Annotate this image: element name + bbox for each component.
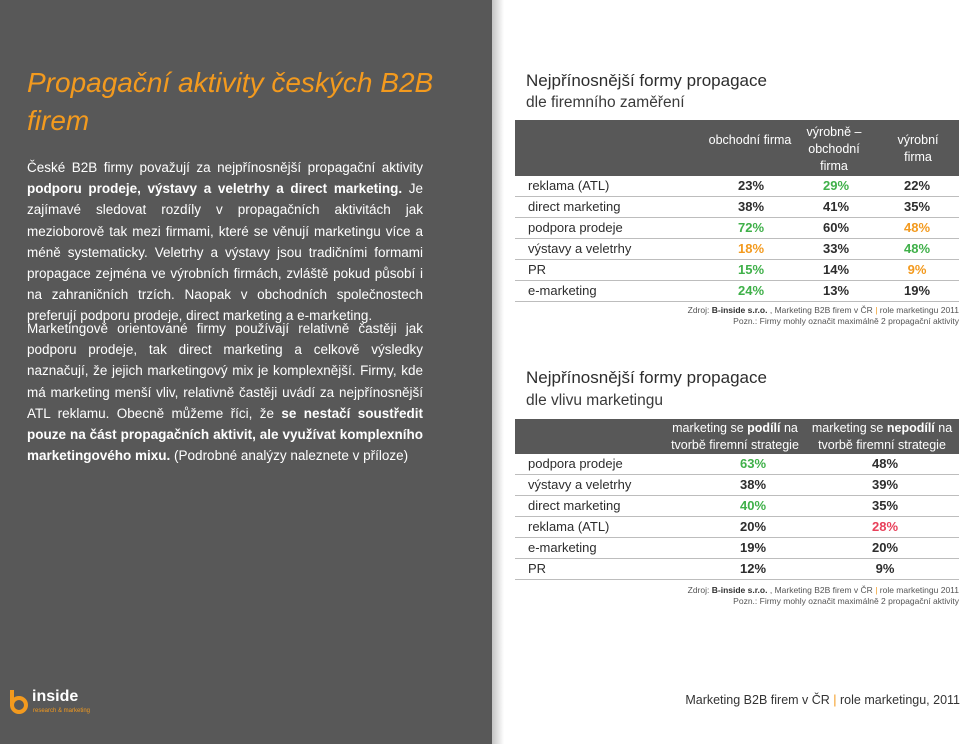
row-value: 24% — [737, 283, 765, 298]
table-row — [515, 218, 959, 239]
row-value: 14% — [822, 262, 850, 277]
second-paragraph — [27, 318, 423, 466]
row-value: 48% — [871, 456, 899, 471]
row-value: 28% — [871, 519, 899, 534]
row-value: 20% — [871, 540, 899, 555]
table1-title: Nejpřínosnější formy propagace — [526, 71, 767, 90]
row-value: 13% — [822, 283, 850, 298]
row-label: direct marketing — [528, 199, 621, 214]
table2-subtitle: dle vlivu marketingu — [526, 392, 663, 409]
note-prefix: Pozn. — [733, 316, 755, 326]
row-value: 23% — [737, 178, 765, 193]
table-row — [515, 176, 959, 197]
row-value: 41% — [822, 199, 850, 214]
table-row — [515, 517, 959, 538]
source-org: B-inside s.r.o. — [711, 585, 768, 595]
table-row — [515, 538, 959, 559]
table-row — [515, 496, 959, 517]
row-value: 22% — [903, 178, 931, 193]
header-vyrobne-obchodni-firma: výrobně – obchodní firma — [806, 125, 862, 173]
logo-name: inside — [32, 688, 79, 705]
source-prefix: Zdroj: — [687, 305, 712, 315]
row-value: 35% — [903, 199, 931, 214]
text-run-bold: podporu prodeje, výstavy a veletrhy a direct marketing. — [27, 181, 403, 197]
header-obchodni-firma: obchodní firma — [708, 133, 792, 147]
header-text: marketing se — [672, 421, 748, 435]
header-text: na — [934, 421, 953, 435]
table-row — [515, 454, 959, 475]
table-row — [515, 475, 959, 496]
row-value: 38% — [737, 199, 765, 214]
header-text-bold: nepodílí — [886, 421, 935, 435]
row-label: výstavy a veletrhy — [528, 241, 632, 256]
row-label: direct marketing — [528, 498, 621, 513]
source-end: role marketingu 2011 — [877, 585, 959, 595]
text-run: (Podrobné analýzy naleznete v příloze) — [170, 448, 409, 464]
intro-paragraph — [27, 157, 423, 327]
table2-header — [515, 419, 959, 454]
table1-subtitle: dle firemního zaměření — [526, 94, 685, 111]
header-vyrobni-firma: výrobní firma — [897, 133, 939, 164]
table-by-company-type — [515, 120, 959, 326]
row-value: 20% — [739, 519, 767, 534]
header-marketing-podili — [665, 420, 805, 454]
table2-title: Nejpřínosnější formy propagace — [526, 368, 767, 387]
row-label: PR — [528, 561, 547, 576]
table1-header — [515, 120, 959, 176]
source-end: role marketingu 2011 — [877, 305, 959, 315]
source-separator: | — [875, 585, 878, 595]
row-label: reklama (ATL) — [528, 178, 610, 193]
page-footer — [685, 693, 960, 707]
row-value: 40% — [739, 498, 767, 513]
table-row — [515, 197, 959, 218]
row-value: 38% — [739, 477, 767, 492]
text-run: Marketingově orientované firmy používají relativně častěji jak podporu prodeje, tak direct marketing a celkově výsledky naznačují, že jejich marketingový mix je komplexnější. Firmy, kde má marketing menší vliv, relativně častěji uvádí za nejpřínosnější ATL reklamu. Obecně můžeme říci, že — [27, 321, 423, 421]
source-mid: , Marketing B2B firem v ČR — [767, 305, 876, 315]
header-text: tvorbě firemní strategie — [671, 438, 799, 452]
row-value: 18% — [737, 241, 765, 256]
row-value: 72% — [737, 220, 765, 235]
table-row — [515, 559, 959, 580]
row-label: e-marketing — [528, 283, 597, 298]
table-row — [515, 281, 959, 302]
row-value: 48% — [903, 220, 931, 235]
table-by-marketing-influence — [515, 419, 959, 606]
source-mid: , Marketing B2B firem v ČR — [767, 585, 876, 595]
table2-body — [515, 454, 959, 580]
table2-source — [515, 585, 959, 607]
note-prefix: Pozn. — [733, 596, 755, 606]
footer-separator: | — [833, 693, 837, 707]
header-text-bold: podílí — [747, 421, 781, 435]
row-label: e-marketing — [528, 540, 597, 555]
source-prefix: Zdroj: — [687, 585, 712, 595]
row-value: 19% — [903, 283, 931, 298]
row-value: 29% — [822, 178, 850, 193]
row-value: 39% — [871, 477, 899, 492]
row-label: podpora prodeje — [528, 456, 623, 471]
header-text: tvorbě firemní strategie — [818, 438, 946, 452]
row-value: 19% — [739, 540, 767, 555]
panel-shadow — [492, 0, 504, 744]
header-marketing-nepodili — [811, 420, 953, 454]
text-run-bold: se nestačí soustředit pouze na část propagačních aktivit, ale využívat komplexního marketingového mixu. — [27, 405, 423, 464]
row-value: 15% — [737, 262, 765, 277]
note-text: : Firmy mohly označit maximálně 2 propagační aktivity — [754, 596, 959, 606]
header-text: na — [780, 421, 798, 435]
table-row — [515, 260, 959, 281]
logo-mark-icon — [9, 690, 29, 714]
row-value: 60% — [822, 220, 850, 235]
text-run: České B2B firmy považují za nejpřínosnější propagační aktivity — [27, 160, 423, 175]
row-label: PR — [528, 262, 547, 277]
table1-source — [515, 305, 959, 327]
row-label: podpora prodeje — [528, 220, 623, 235]
source-separator: | — [875, 305, 878, 315]
table-row — [515, 239, 959, 260]
footer-text: role marketingu, 2011 — [836, 693, 960, 707]
row-value: 35% — [871, 498, 899, 513]
row-value: 9% — [875, 561, 895, 576]
row-value: 9% — [907, 262, 927, 277]
footer-text: Marketing B2B firem v ČR — [685, 693, 834, 707]
page-title: Propagační aktivity českých B2B firem — [27, 67, 434, 136]
source-org: B-inside s.r.o. — [711, 305, 768, 315]
row-value: 63% — [739, 456, 767, 471]
row-value: 33% — [822, 241, 850, 256]
table1-body — [515, 176, 959, 302]
row-value: 12% — [739, 561, 767, 576]
company-logo — [9, 690, 99, 730]
logo-subtitle: research & marketing — [33, 708, 91, 714]
row-label: reklama (ATL) — [528, 519, 610, 534]
text-run: Je zajímavé sledovat rozdíly v propagačních aktivitách jak mezioborově tak mezi firmami, které se věnují marketingu více a méně systematicky. Veletrhy a výstavy jsou tradičními formami propagace zejména ve výrobních firmách, zvláště pokud působí i na zahraničních trzích. Naopak v obchodních společnostech preferují podporu prodeje, direct marketing a e-marketing. — [27, 181, 423, 324]
row-label: výstavy a veletrhy — [528, 477, 632, 492]
note-text: : Firmy mohly označit maximálně 2 propagační aktivity — [754, 316, 959, 326]
header-text: marketing se — [811, 421, 887, 435]
row-value: 48% — [903, 241, 931, 256]
